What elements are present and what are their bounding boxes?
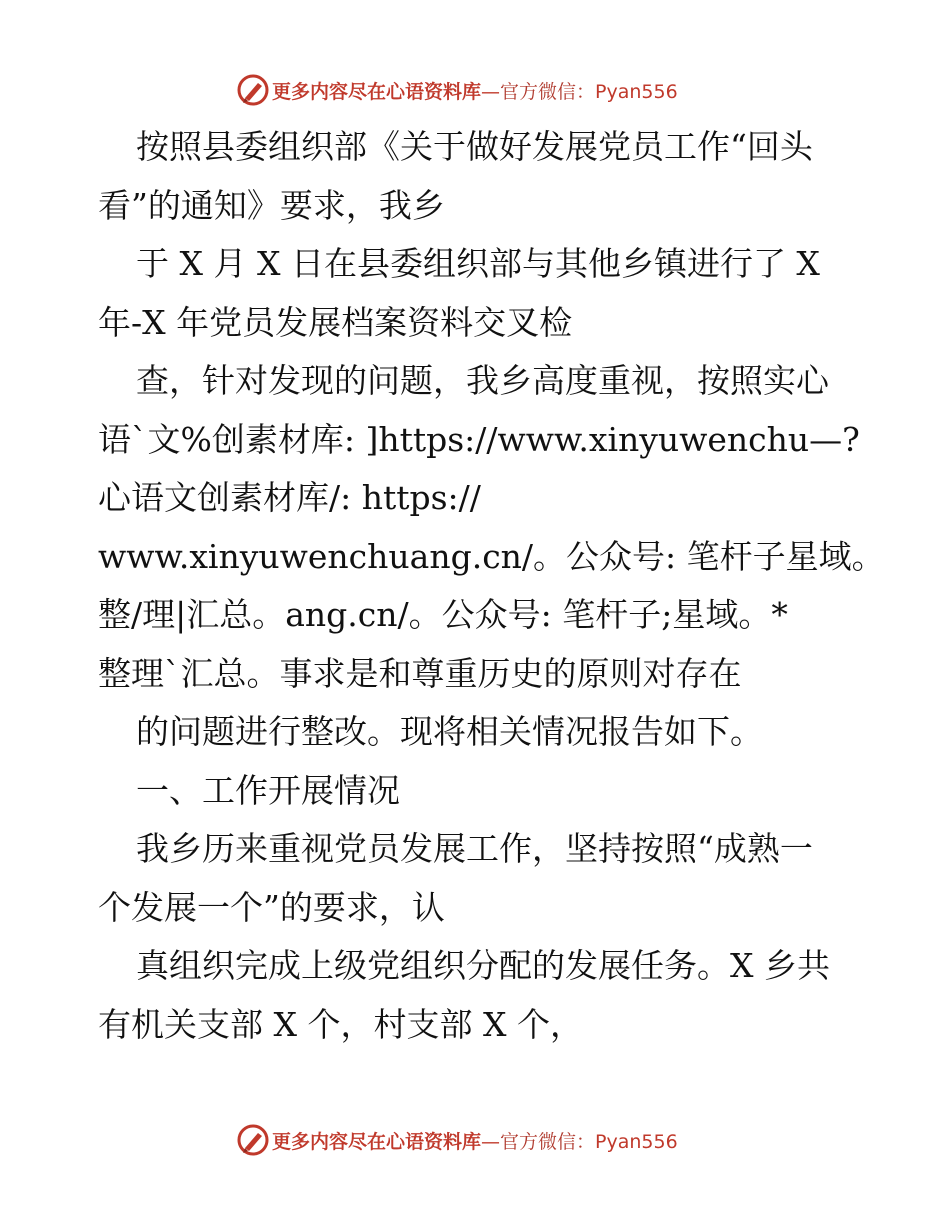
body-text-line: 语`文%创素材库: ]https://www.xinyuwenchu—? [98, 419, 860, 459]
body-text-line: 看”的通知》要求，我乡 [98, 185, 445, 225]
footer-watermark-banner [236, 1122, 678, 1158]
body-text-line: 真组织完成上级党组织分配的发展任务。X 乡共 [136, 946, 830, 985]
pen-logo-icon [236, 1123, 270, 1157]
body-text-line: 整理`汇总。事求是和尊重历史的原则对存在 [98, 653, 742, 693]
body-text-line: 有机关支部 X 个，村支部 X 个， [98, 1004, 583, 1044]
body-text-line: 查，针对发现的问题，我乡高度重视，按照实心 [136, 361, 829, 400]
body-text-line: 心语文创素材库/: https:// [98, 478, 481, 517]
pen-logo-icon [236, 73, 270, 107]
body-text-line: 的问题进行整改。现将相关情况报告如下。 [136, 712, 763, 751]
header-watermark-banner [236, 72, 678, 108]
banner-text: 更多内容尽在心语资料库—官方微信：Pyan556 [272, 80, 678, 103]
body-text-line: 整/理|汇总。ang.cn/。公众号: 笔杆子;星域。* [98, 595, 788, 634]
body-text-line: 年-X 年党员发展档案资料交叉检 [98, 302, 573, 342]
body-text-line: 我乡历来重视党员发展工作，坚持按照“成熟一 [136, 829, 813, 868]
document-body [98, 118, 885, 1054]
banner-text: 更多内容尽在心语资料库—官方微信：Pyan556 [272, 1130, 678, 1153]
body-text-line: www.xinyuwenchuang.cn/。公众号: 笔杆子星域。 [98, 536, 885, 576]
body-text-line: 按照县委组织部《关于做好发展党员工作“回头 [136, 127, 813, 166]
body-text-line: 个发展一个”的要求，认 [98, 887, 445, 927]
body-text-line: 于 X 月 X 日在县委组织部与其他乡镇进行了 X [136, 244, 820, 283]
body-text-line: 一、工作开展情况 [136, 770, 400, 810]
